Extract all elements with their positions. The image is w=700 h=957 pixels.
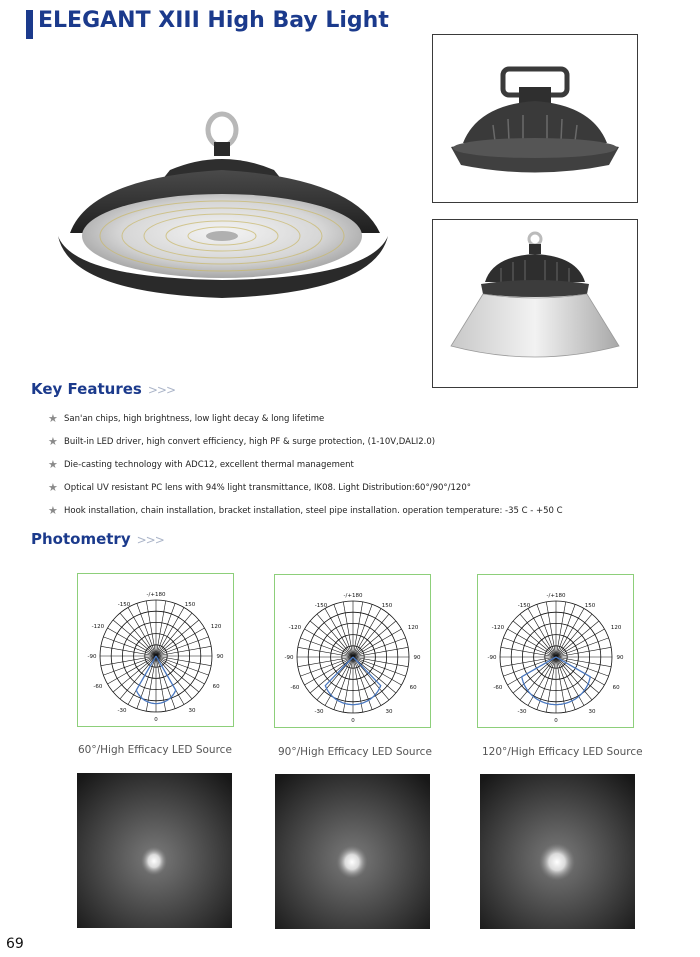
polar-label-lower-left: -60	[93, 684, 103, 690]
polar-label-mid-upper-left: -120	[288, 625, 302, 631]
polar-chart	[275, 575, 430, 727]
polar-diagram-120	[477, 574, 634, 728]
polar-label-bottom-left: -30	[117, 708, 127, 715]
light-spot	[539, 843, 575, 880]
main-product-image	[50, 108, 395, 308]
polar-label-right: 90	[413, 655, 421, 661]
polar-label-lower-right: 60	[212, 684, 220, 690]
polar-label-right: 90	[616, 655, 624, 661]
polar-diagram-60	[77, 573, 234, 727]
polar-label-lower-left: -60	[493, 685, 503, 691]
polar-label-upper-right: 150	[584, 602, 596, 609]
photometry-title: Photometry	[31, 530, 131, 548]
star-icon: ★	[48, 435, 58, 448]
beam-image-90	[275, 774, 430, 929]
polar-chart	[78, 574, 233, 726]
polar-label-left: -90	[284, 655, 294, 661]
polar-label-lower-right: 60	[612, 685, 620, 691]
photometry-heading	[31, 530, 164, 548]
polar-label-upper-left: -150	[517, 602, 531, 609]
caption-90: 90°/High Efficacy LED Source	[278, 746, 432, 758]
polar-label-mid-upper-left: -120	[91, 624, 105, 630]
star-icon: ★	[48, 504, 58, 517]
light-spot	[141, 847, 167, 876]
product-image-bracket	[432, 34, 638, 203]
polar-label-top: -/+180	[146, 592, 166, 598]
beam-image-120	[480, 774, 635, 929]
polar-label-bottom-left: -30	[314, 709, 324, 716]
light-spot	[337, 846, 368, 879]
feature-item	[48, 435, 435, 448]
title-accent-bar	[26, 10, 33, 39]
polar-chart	[478, 575, 633, 727]
caption-120: 120°/High Efficacy LED Source	[482, 746, 643, 758]
feature-text: Hook installation, chain installation, bracket installation, steel pipe installation. operation temperature: -35 C - +50 C	[64, 506, 563, 516]
polar-label-top: -/+180	[546, 593, 566, 599]
polar-label-lower-right: 60	[409, 685, 417, 691]
polar-label-bottom-right: 30	[588, 709, 596, 716]
page-number: 69	[6, 936, 24, 952]
beam-photo	[275, 774, 430, 929]
polar-label-left: -90	[487, 655, 497, 661]
beam-image-60	[77, 773, 232, 928]
polar-label-upper-left: -150	[117, 601, 131, 608]
chevrons-icon: >>>	[147, 383, 175, 397]
star-icon: ★	[48, 412, 58, 425]
feature-text: Optical UV resistant PC lens with 94% light transmittance, IK08. Light Distribution:60°/90°/120°	[64, 483, 471, 493]
polar-label-mid-upper-right: 120	[407, 625, 419, 631]
caption-60: 60°/High Efficacy LED Source	[78, 744, 232, 756]
polar-label-bottom-right: 30	[385, 709, 393, 716]
polar-diagram-90	[274, 574, 431, 728]
feature-item	[48, 504, 563, 517]
polar-label-right: 90	[216, 654, 224, 660]
polar-label-top: -/+180	[343, 593, 363, 599]
polar-label-upper-right: 150	[184, 601, 196, 608]
polar-label-bottom-left: -30	[517, 709, 527, 716]
star-icon: ★	[48, 481, 58, 494]
polar-label-bottom-right: 30	[188, 708, 196, 715]
polar-label-lower-left: -60	[290, 685, 300, 691]
key-features-title: Key Features	[31, 380, 142, 398]
feature-item	[48, 458, 354, 471]
polar-label-mid-upper-left: -120	[491, 625, 505, 631]
polar-label-bottom: 0	[554, 718, 558, 724]
key-features-heading	[31, 380, 175, 398]
feature-item	[48, 412, 324, 425]
chevrons-icon: >>>	[136, 533, 164, 547]
page-title: ELEGANT XIII High Bay Light	[38, 8, 389, 33]
beam-photo	[77, 773, 232, 928]
star-icon: ★	[48, 458, 58, 471]
beam-photo	[480, 774, 635, 929]
polar-label-bottom: 0	[154, 717, 158, 723]
polar-label-mid-upper-right: 120	[210, 624, 222, 630]
polar-label-bottom: 0	[351, 718, 355, 724]
polar-label-upper-left: -150	[314, 602, 328, 609]
polar-label-mid-upper-right: 120	[610, 625, 622, 631]
product-image-reflector	[432, 219, 638, 388]
feature-item	[48, 481, 471, 494]
feature-text: Die-casting technology with ADC12, excellent thermal management	[64, 460, 354, 470]
feature-text: San'an chips, high brightness, low light decay & long lifetime	[64, 414, 325, 424]
polar-label-left: -90	[87, 654, 97, 660]
feature-text: Built-in LED driver, high convert efficiency, high PF & surge protection, (1-10V,DALI2.0)	[64, 437, 436, 447]
polar-label-upper-right: 150	[381, 602, 393, 609]
